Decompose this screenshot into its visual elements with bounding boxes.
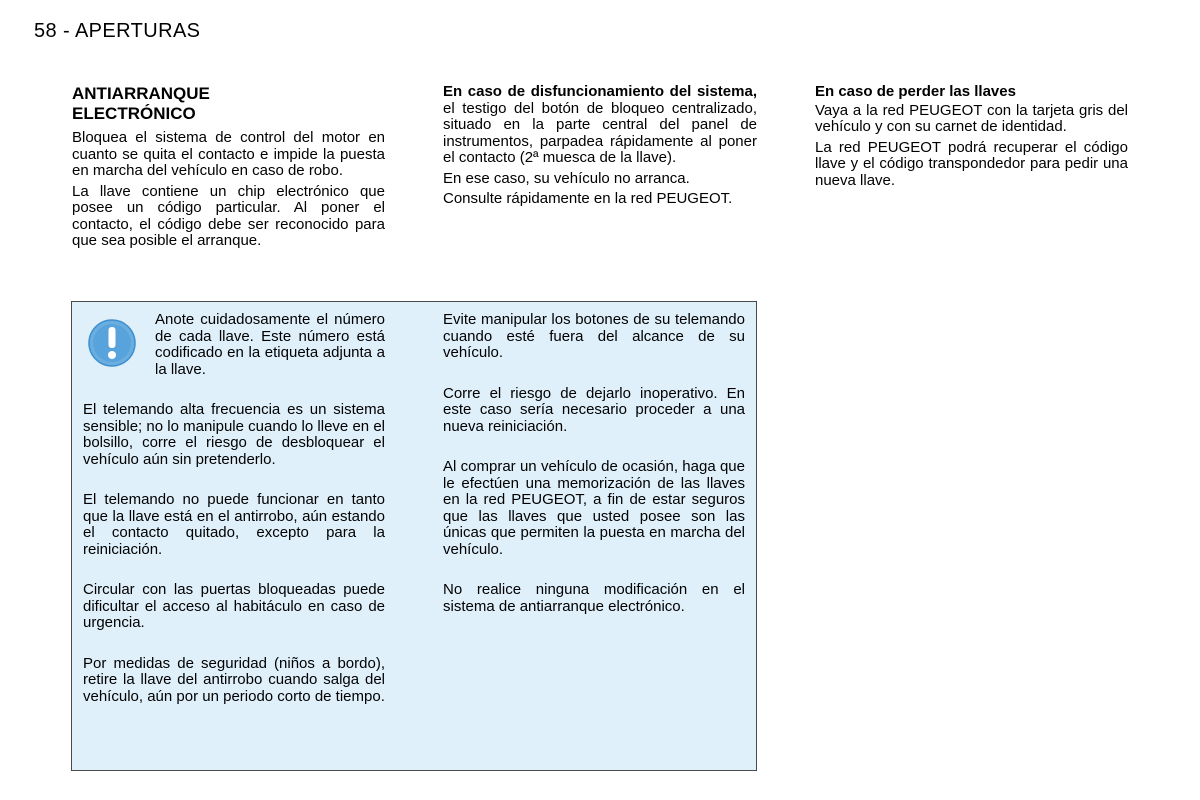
column-perder-llaves: [815, 84, 1128, 193]
section-title: APERTURAS: [74, 20, 201, 42]
notebox-intro: [83, 312, 385, 402]
header-separator: -: [63, 20, 71, 42]
notebox-intro-text: Anote cuidadosamente el número de cada llave. Este número está codificado en la etiqueta adjunta a la llave.: [155, 311, 385, 378]
disfuncionamiento-paragraph-1: [443, 84, 757, 167]
disfuncionamiento-lead: En caso de disfuncionamiento del sistema,: [443, 83, 757, 100]
notebox-right-paragraph-1: Evite manipular los botones de su telemando cuando esté fuera del alcance de su vehículo.: [443, 311, 745, 361]
disfuncionamiento-paragraph-3: Consulte rápidamente en la red PEUGEOT.: [443, 190, 733, 207]
antiarranque-paragraph-2: La llave contiene un chip electrónico que posee un código particular. Al poner el contacto, el código debe ser reconocido para que sea posible el arranque.: [72, 182, 385, 249]
antiarranque-paragraph-1: Bloquea el sistema de control del motor en cuanto se quita el contacto e impide la puesta en marcha del vehículo en caso de robo.: [72, 129, 385, 179]
notebox-right-column: [443, 312, 745, 639]
perder-llaves-heading: En caso de perder las llaves: [815, 83, 1016, 100]
notebox-right-paragraph-2: Corre el riesgo de dejarlo inoperativo. En este caso sería necesario proceder a una nueva reiniciación.: [443, 384, 745, 435]
notebox-left-paragraph-2: El telemando no puede funcionar en tanto que la llave está en el antirrobo, aún estando el contacto quitado, excepto para la reiniciación.: [83, 491, 385, 558]
exclamation-icon: [87, 318, 137, 373]
notebox-left-paragraph-3: Circular con las puertas bloqueadas puede dificultar el acceso al habitáculo en caso de urgencia.: [83, 581, 385, 631]
perder-llaves-paragraph-1: Vaya a la red PEUGEOT con la tarjeta gris del vehículo y con su carnet de identidad.: [815, 101, 1128, 135]
column-disfuncionamiento: [443, 84, 757, 212]
column-antiarranque: [72, 84, 385, 254]
notebox-left-paragraph-4: Por medidas de seguridad (niños a bordo), retire la llave del antirrobo cuando salga del vehículo, aún por un periodo corto de tiempo.: [83, 654, 385, 705]
notebox-right-paragraph-4: No realice ninguna modificación en el sistema de antiarranque electrónico.: [443, 581, 745, 615]
disfuncionamiento-lead-text: el testigo del botón de bloqueo centralizado, situado en la parte central del panel de instrumentos, parpadea rápidamente al poner el contacto (2ª muesca de la llave).: [443, 99, 757, 166]
page-number: 58: [34, 20, 58, 42]
notebox-left-paragraph-1: El telemando alta frecuencia es un sistema sensible; no lo manipule cuando lo lleve en el bolsillo, corre el riesgo de desbloquear el vehículo aún sin pretenderlo.: [83, 401, 385, 468]
perder-llaves-paragraph-2: La red PEUGEOT podrá recuperar el código llave y el código transpondedor para pedir una nueva llave.: [815, 138, 1128, 189]
antiarranque-title: ANTIARRANQUE ELECTRÓNICO: [72, 84, 210, 123]
notebox-left-column: [83, 312, 385, 729]
page-header: [34, 20, 200, 43]
disfuncionamiento-paragraph-2: En ese caso, su vehículo no arranca.: [443, 169, 690, 187]
warning-notebox: [71, 301, 757, 771]
notebox-right-paragraph-3: Al comprar un vehículo de ocasión, haga que le efectúen una memorización de las llaves en la red PEUGEOT, a fin de estar seguros que las llaves que usted posee son las únicas que permiten la puesta en marcha del vehículo.: [443, 458, 745, 558]
